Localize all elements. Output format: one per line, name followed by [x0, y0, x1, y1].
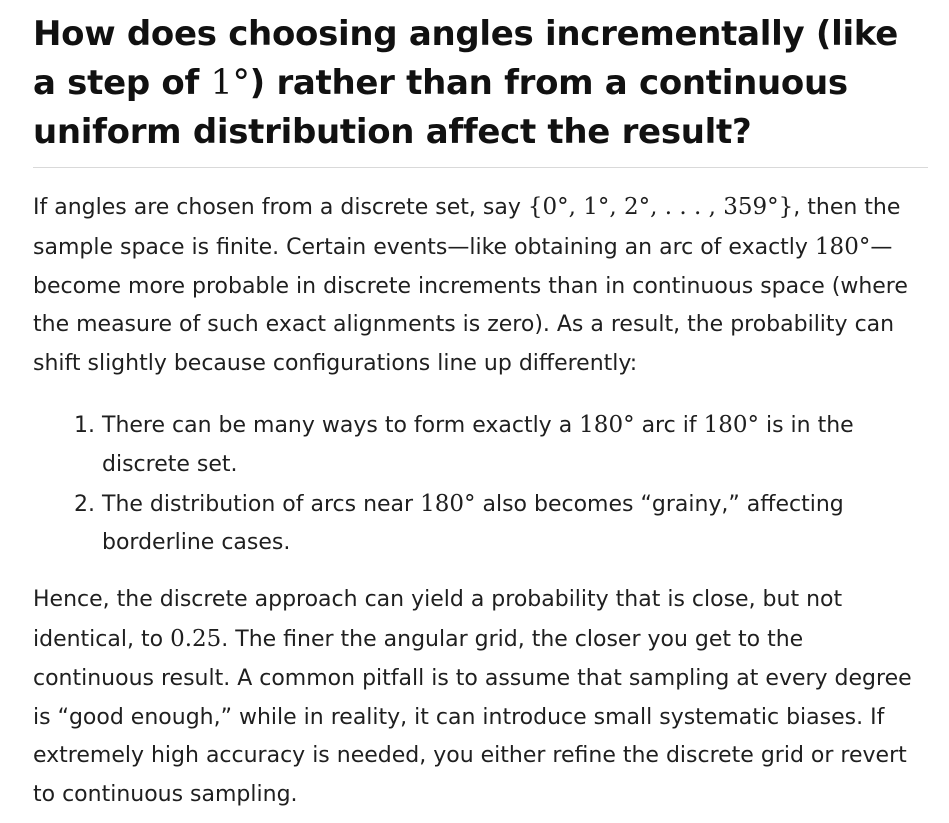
- item1-math-b: 180°: [703, 411, 759, 438]
- conclusion-math: 0.25: [170, 625, 222, 652]
- effects-list: [33, 406, 927, 563]
- item2-text-2: also becomes “grainy,” affecting borderline cases.: [102, 491, 844, 556]
- list-item: [102, 406, 927, 485]
- conclusion-text-2: . The finer the angular grid, the closer you get to the continuous result. A common pitfall is to assume that sampling at every degree is “good enough,” while in reality, it can introduce small systematic biases. If extremely high accuracy is needed, you either refine the discrete grid or revert to continuous sampling.: [33, 626, 912, 808]
- item1-text-2: arc if: [634, 412, 704, 438]
- list-item: [102, 485, 927, 564]
- conclusion-text-1: Hence, the discrete approach can yield a probability that is close, but not identical, to: [33, 587, 843, 652]
- title-text-end: ) rather than from a continuous uniform distribution affect the result?: [33, 63, 848, 152]
- intro-text-3: —become more probable in discrete increments than in continuous space (where the measure of such exact alignments is zero). As a result, the probability can shift slightly because configurations line up differently:: [33, 234, 908, 377]
- item2-text-1: The distribution of arcs near: [102, 491, 421, 517]
- intro-paragraph: [33, 188, 927, 384]
- title-divider: [33, 167, 928, 168]
- item1-text-3: is in the discrete set.: [102, 412, 854, 477]
- intro-math-180: 180°: [814, 233, 871, 260]
- intro-text-1: If angles are chosen from a discrete set, say: [33, 195, 528, 220]
- title-math-step: 1°: [210, 63, 250, 103]
- intro-text-2: , then the sample space is finite. Certain events—like obtaining an arc of exactly: [33, 195, 901, 260]
- intro-math-set: {0°, 1°, 2°, . . . , 359°}: [527, 194, 794, 220]
- title-text-start: How does choosing angles incrementally (like a step of: [33, 14, 898, 103]
- conclusion-paragraph: [33, 581, 927, 815]
- page-title: [33, 10, 927, 157]
- item2-math: 180°: [420, 490, 476, 517]
- item1-math-a: 180°: [579, 411, 635, 438]
- item1-text-1: There can be many ways to form exactly a: [102, 412, 580, 438]
